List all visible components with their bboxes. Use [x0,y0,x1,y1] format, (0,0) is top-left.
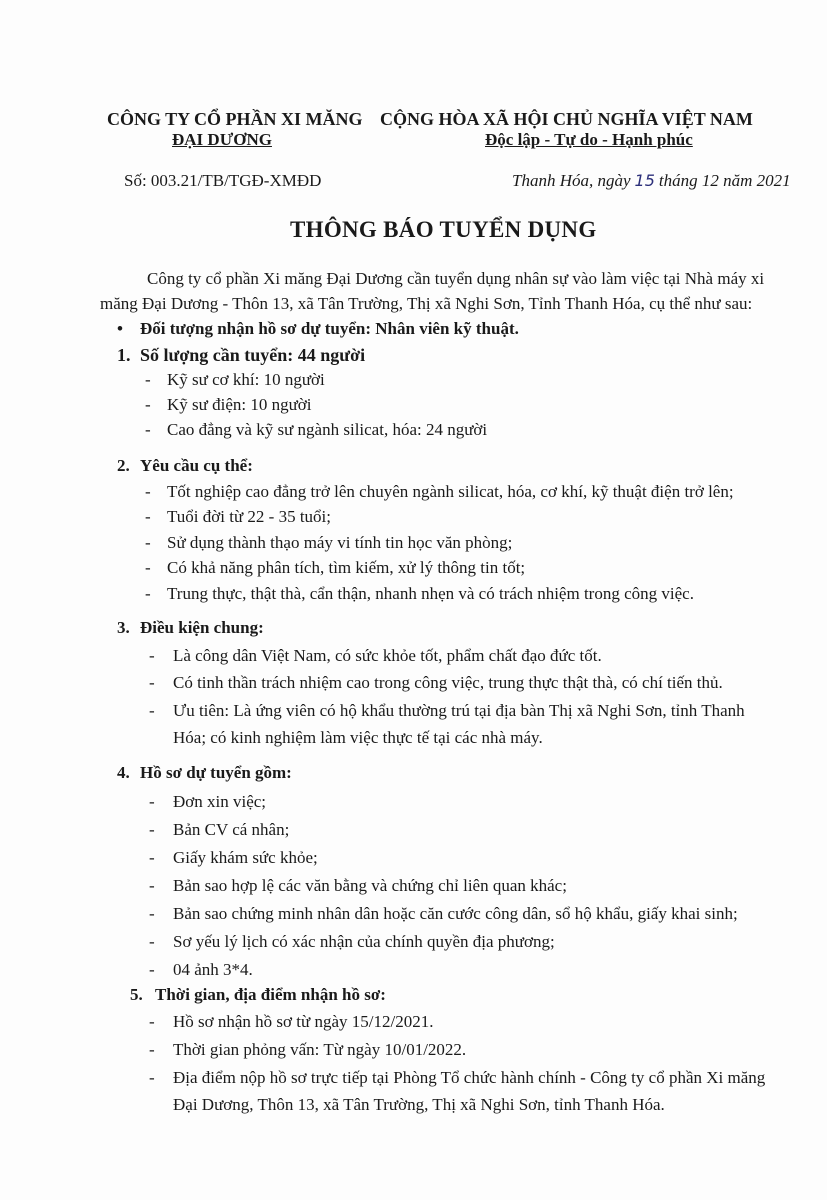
list-item: Thời gian phỏng vấn: Từ ngày 10/01/2022. [173,1040,467,1059]
section-5-number: 5. [130,985,143,1004]
list-item: Có tinh thần trách nhiệm cao trong công việc, trung thực thật thà, có chí tiến thủ. [173,673,723,692]
section-5-heading: Thời gian, địa điểm nhận hồ sơ: [155,985,386,1004]
company-name-line1: CÔNG TY CỔ PHẦN XI MĂNG [107,109,363,129]
list-item: Hồ sơ nhận hồ sơ từ ngày 15/12/2021. [173,1012,434,1031]
list-dash: - [145,584,151,603]
list-item-continuation: Hóa; có kinh nghiệm làm việc thực tế tại các nhà máy. [173,728,543,747]
list-dash: - [149,792,155,811]
document-title: THÔNG BÁO TUYỂN DỤNG [290,217,597,242]
list-item: Có khả năng phân tích, tìm kiếm, xử lý thông tin tốt; [167,558,526,577]
section-4-number: 4. [117,763,130,782]
list-dash: - [149,848,155,867]
list-item: Trung thực, thật thà, cẩn thận, nhanh nhẹn và có trách nhiệm trong công việc. [167,584,694,603]
document-date [512,171,791,191]
section-1-heading: Số lượng cần tuyển: 44 người [140,345,366,365]
section-3-number: 3. [117,618,130,637]
list-item: 04 ảnh 3*4. [173,960,253,979]
list-item: Bản sao hợp lệ các văn bằng và chứng chỉ liên quan khác; [173,876,567,895]
list-item: Kỹ sư điện: 10 người [167,395,312,414]
list-dash: - [145,482,151,501]
intro-line-1: Công ty cổ phần Xi măng Đại Dương cần tuyển dụng nhân sự vào làm việc tại Nhà máy xi [147,269,765,288]
list-item: Cao đẳng và kỹ sư ngành silicat, hóa: 24 người [167,420,488,439]
list-dash: - [149,1040,155,1059]
list-dash: - [149,1012,155,1031]
document-number: Số: 003.21/TB/TGĐ-XMĐD [124,171,322,190]
national-motto: Độc lập - Tự do - Hạnh phúc [485,130,693,149]
date-prefix: Thanh Hóa, ngày [512,171,631,190]
list-item: Sử dụng thành thạo máy vi tính tin học văn phòng; [167,533,513,552]
list-item: Ưu tiên: Là ứng viên có hộ khẩu thường trú tại địa bàn Thị xã Nghi Sơn, tỉnh Thanh [173,701,745,720]
list-item: Là công dân Việt Nam, có sức khỏe tốt, phẩm chất đạo đức tốt. [173,646,602,665]
list-dash: - [149,701,155,720]
date-suffix: tháng 12 năm 2021 [658,171,791,190]
list-dash: - [149,1068,155,1087]
section-4-heading: Hồ sơ dự tuyển gồm: [140,763,292,782]
list-dash: - [145,558,151,577]
list-dash: - [149,904,155,923]
list-dash: - [149,673,155,692]
list-dash: - [145,507,151,526]
national-title: CỘNG HÒA XÃ HỘI CHỦ NGHĨA VIỆT NAM [380,109,753,129]
intro-line-2: măng Đại Dương - Thôn 13, xã Tân Trường, Thị xã Nghi Sơn, Tỉnh Thanh Hóa, cụ thể như sau: [100,294,753,313]
section-1-number: 1. [117,345,131,365]
list-dash: - [149,932,155,951]
list-item-continuation: Đại Dương, Thôn 13, xã Tân Trường, Thị xã Nghi Sơn, tỉnh Thanh Hóa. [173,1095,665,1114]
company-name-line2: ĐẠI DƯƠNG [172,130,272,149]
list-item: Sơ yếu lý lịch có xác nhận của chính quyền địa phương; [173,932,555,951]
list-dash: - [149,960,155,979]
list-dash: - [145,533,151,552]
section-3-heading: Điều kiện chung: [140,618,264,637]
list-item: Giấy khám sức khỏe; [173,848,318,867]
list-item: Đơn xin việc; [173,792,267,811]
list-dash: - [149,646,155,665]
list-item: Bản CV cá nhân; [173,820,290,839]
section-2-number: 2. [117,456,130,475]
list-dash: - [145,370,151,389]
list-dash: - [149,820,155,839]
list-item: Bản sao chứng minh nhân dân hoặc căn cước công dân, sổ hộ khẩu, giấy khai sinh; [173,904,738,923]
list-dash: - [145,420,151,439]
target-text: Đối tượng nhận hồ sơ dự tuyển: Nhân viên kỹ thuật. [140,319,519,338]
section-2-heading: Yêu cầu cụ thể: [140,456,253,475]
list-dash: - [145,395,151,414]
date-day-handwritten: 15 [634,171,655,190]
list-item: Địa điểm nộp hồ sơ trực tiếp tại Phòng Tổ chức hành chính - Công ty cổ phần Xi măng [173,1068,766,1087]
list-item: Tuổi đời từ 22 - 35 tuổi; [167,507,331,526]
list-item: Kỹ sư cơ khí: 10 người [167,370,325,389]
target-bullet: • [117,319,123,338]
list-dash: - [149,876,155,895]
list-item: Tốt nghiệp cao đẳng trở lên chuyên ngành silicat, hóa, cơ khí, kỹ thuật điện trở lên; [167,482,734,501]
